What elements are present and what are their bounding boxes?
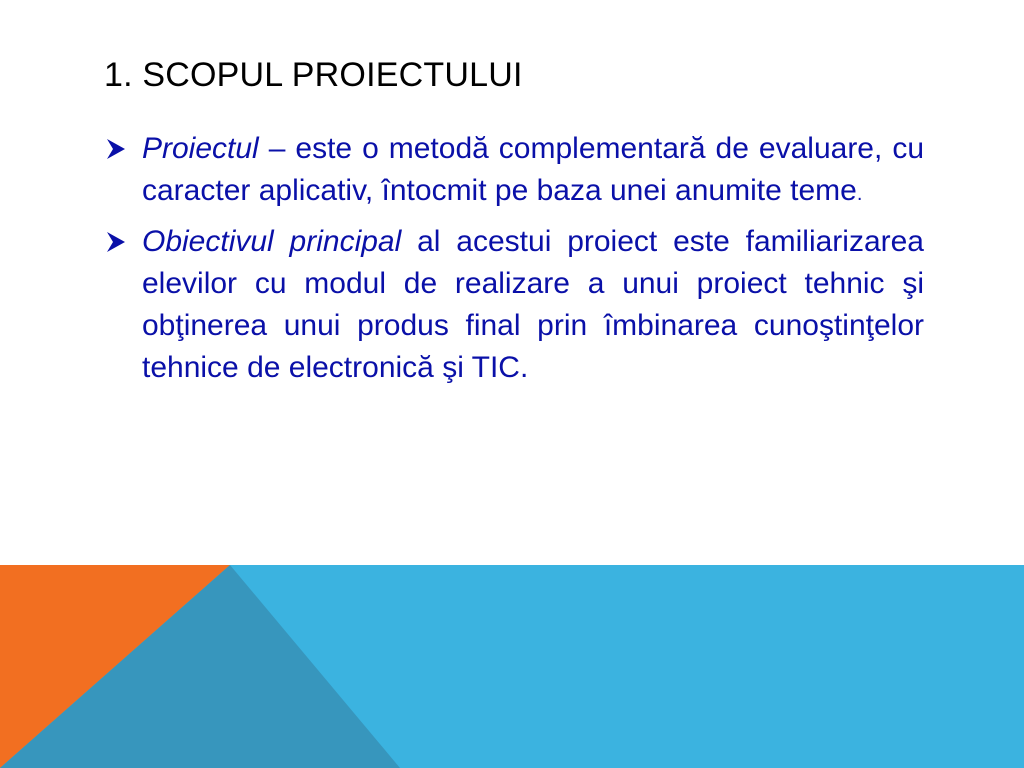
bullet-lead-term: Obiectivul principal: [142, 225, 402, 258]
decorative-footer-shapes: [0, 565, 1024, 768]
bullet-end-mark: .: [856, 183, 863, 205]
bullet-item-proiectul: [104, 128, 924, 215]
bullet-item-obiectivul: [104, 221, 924, 389]
bullet-lead-term: Proiectul: [142, 132, 259, 165]
bullet-body-text: – este o metodă complementară de evaluare, cu caracter aplicativ, întocmit pe baza unei anumite teme: [142, 132, 924, 207]
arrow-bullet-icon: [104, 221, 142, 263]
arrow-bullet-icon: [104, 128, 142, 170]
bullet-text: [142, 128, 924, 215]
bullet-list: [104, 128, 924, 395]
slide-title: 1. SCOPUL PROIECTULUI: [104, 56, 523, 94]
bullet-text: [142, 221, 924, 389]
bullet-body-text: al acestui proiect este familiarizarea elevilor cu modul de realizare a unui proiect tehnic şi obţinerea unui produs final prin îmbinarea cunoştinţelor tehnice de electronică şi TIC.: [142, 225, 924, 384]
